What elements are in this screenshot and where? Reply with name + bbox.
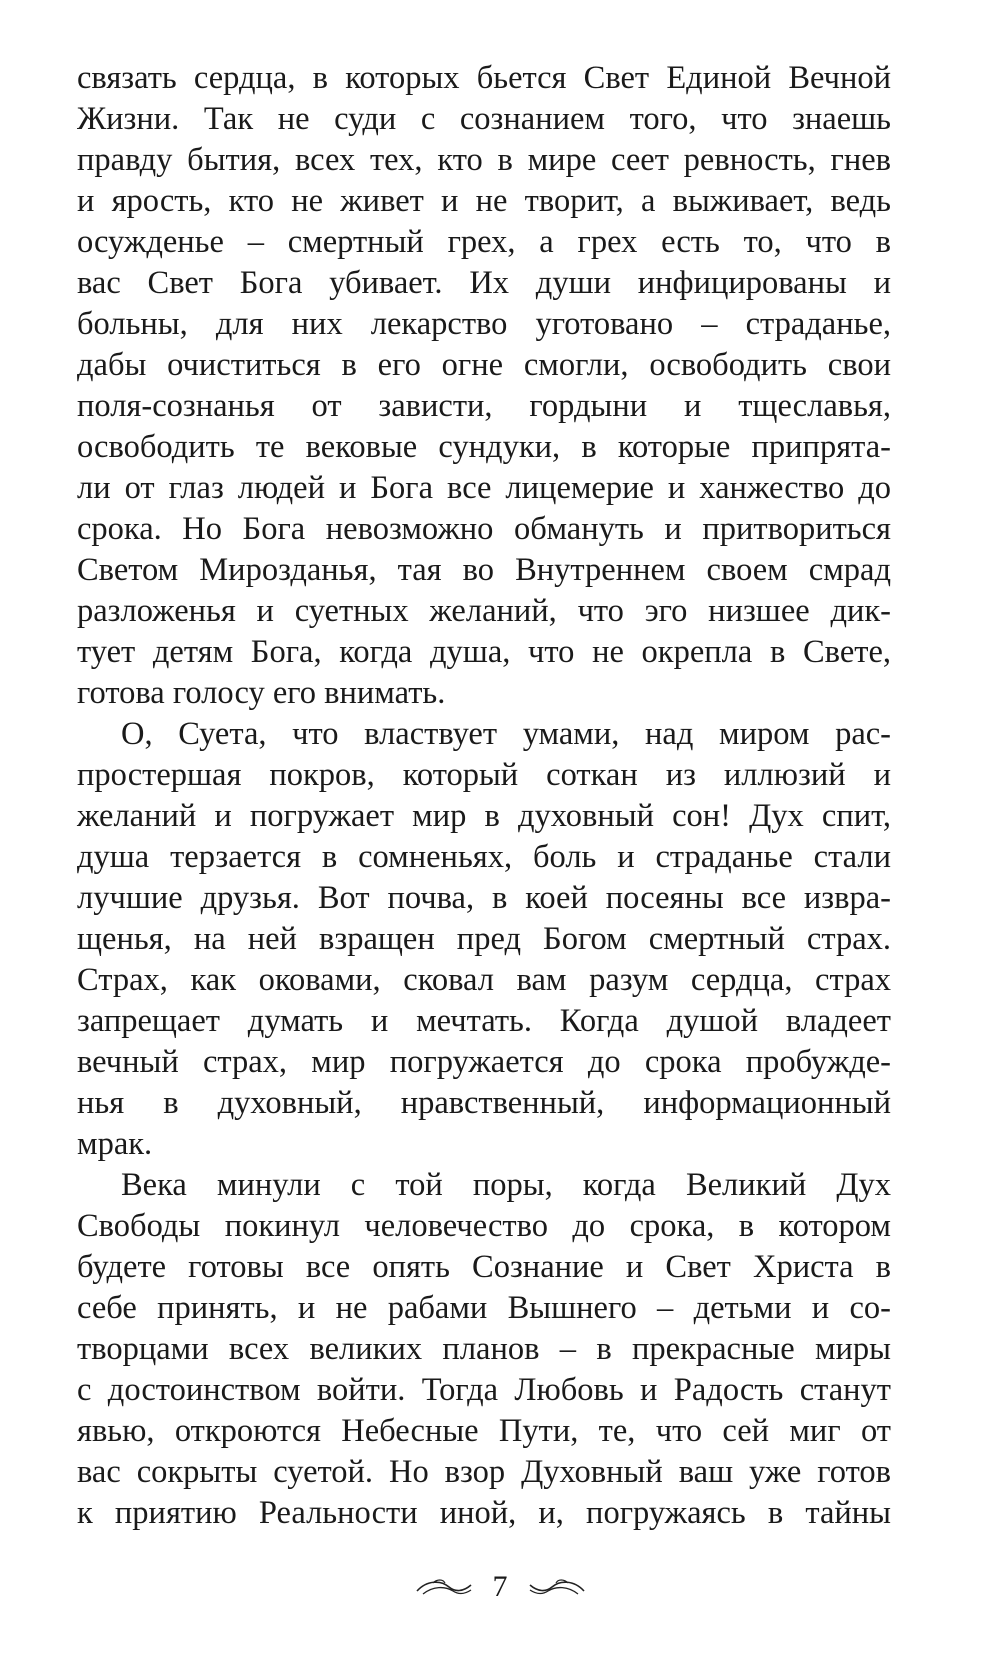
text-line: срока. Но Бога невозможно обмануть и притвориться: [77, 511, 891, 547]
text-line: О, Суета, что властвует умами, над миром рас-: [121, 716, 891, 752]
text-line: разложенья и суетных желаний, что эго низшее дик-: [77, 593, 891, 629]
text-line: мрак.: [77, 1126, 153, 1162]
text-line: вас сокрыты суетой. Но взор Духовный ваш уже готов: [77, 1454, 891, 1490]
text-line: вас Свет Бога убивает. Их души инфицированы и: [77, 265, 891, 301]
text-line: и ярость, кто не живет и не творит, а выживает, ведь: [77, 183, 891, 219]
text-line: правду бытия, всех тех, кто в мире сеет ревность, гнев: [77, 142, 891, 178]
text-line: к приятию Реальности иной, и, погружаясь в тайны: [77, 1495, 891, 1531]
text-line: дабы очиститься в его огне смогли, освободить свои: [77, 347, 891, 383]
page-number: 7: [492, 1570, 508, 1603]
text-line: поля-сознанья от зависти, гордыни и тщеславья,: [77, 388, 891, 424]
text-line: Светом Мирозданья, тая во Внутреннем своем смрад: [77, 552, 891, 588]
text-line: вечный страх, мир погружается до срока пробужде-: [77, 1044, 891, 1080]
text-line: осужденье – смертный грех, а грех есть то, что в: [77, 224, 891, 260]
text-line: нья в духовный, нравственный, информационный: [77, 1085, 891, 1121]
text-line: будете готовы все опять Сознание и Свет Христа в: [77, 1249, 891, 1285]
text-line: освободить те вековые сундуки, в которые припрята-: [77, 429, 891, 465]
text-line: Свободы покинул человечество до срока, в котором: [77, 1208, 891, 1244]
text-line: больны, для них лекарство уготовано – страданье,: [77, 306, 891, 342]
page-footer: [0, 1562, 1000, 1612]
text-line: душа терзается в сомненьях, боль и страданье стали: [77, 839, 891, 875]
text-line: щенья, на ней взращен пред Богом смертный страх.: [77, 921, 891, 957]
text-line: с достоинством войти. Тогда Любовь и Радость станут: [77, 1372, 891, 1408]
text-line: желаний и погружает мир в духовный сон! Дух спит,: [77, 798, 891, 834]
text-line: простершая покров, который соткан из иллюзий и: [77, 757, 891, 793]
text-line: ли от глаз людей и Бога все лицемерие и ханжество до: [77, 470, 891, 506]
text-line: лучшие друзья. Вот почва, в коей посеяны все извра-: [77, 880, 891, 916]
text-line: Века минули с той поры, когда Великий Дух: [121, 1167, 891, 1203]
text-line: явью, откроются Небесные Пути, те, что сей миг от: [77, 1413, 891, 1449]
text-line: Жизни. Так не суди с сознанием того, что знаешь: [77, 101, 891, 137]
swirl-ornament-icon: [526, 1576, 588, 1598]
text-line: запрещает думать и мечтать. Когда душой владеет: [77, 1003, 891, 1039]
text-line: творцами всех великих планов – в прекрасные миры: [77, 1331, 891, 1367]
text-line: готова голосу его внимать.: [77, 675, 446, 711]
text-line: себе принять, и не рабами Вышнего – детьми и со-: [77, 1290, 891, 1326]
swirl-ornament-icon: [413, 1576, 475, 1598]
text-line: связать сердца, в которых бьется Свет Единой Вечной: [77, 60, 891, 96]
text-line: тует детям Бога, когда душа, что не окрепла в Свете,: [77, 634, 891, 670]
text-line: Страх, как оковами, сковал вам разум сердца, страх: [77, 962, 891, 998]
body-text: [77, 58, 891, 1534]
